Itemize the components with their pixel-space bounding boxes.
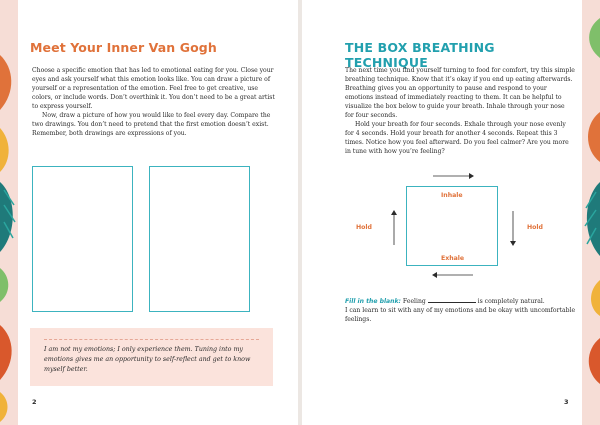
- instructions-paragraph-1: Choose a specific emotion that has led to emotional eating for you. Close your eyes and ask yourself what this emotion looks like. You can draw a picture of yourself or a representation of the emotion. Feel free to get creative, use colors, or include words. Don’t overthink it. You don’t need to be a great artist to express yourself.: [32, 67, 275, 110]
- page-number-left: 2: [32, 398, 37, 406]
- arrow-down-icon: [509, 210, 517, 246]
- drawing-box-current-emotion[interactable]: [32, 166, 133, 312]
- arrow-left-icon: [432, 271, 474, 279]
- fill-in-the-blank-exercise: [345, 296, 577, 324]
- label-exhale: Exhale: [441, 255, 465, 262]
- right-page-title: THE BOX BREATHING TECHNIQUE: [345, 40, 495, 70]
- fill-in-the-blank-line-2: I can learn to sit with any of my emotions and be okay with uncomfortable feelings.: [345, 307, 576, 323]
- drawing-box-desired-feeling[interactable]: [149, 166, 250, 312]
- label-hold-right: Hold: [527, 224, 543, 231]
- left-page-title: Meet Your Inner Van Gogh: [30, 40, 217, 55]
- arrow-right-icon: [432, 172, 474, 180]
- quote-divider: [44, 339, 259, 340]
- right-page-instructions: [345, 66, 575, 156]
- left-page-instructions: [32, 66, 278, 138]
- left-edge-leaf-pattern: [0, 0, 20, 425]
- right-page: [302, 0, 582, 425]
- technique-paragraph-2: Hold your breath for four seconds. Exhale through your nose evenly for 4 seconds. Hold your breath for another 4 seconds. Repeat this 3 times. Notice how you feel afterward. Do you feel calmer? Are you more in tune with how you’re feeling?: [345, 121, 569, 155]
- arrow-up-icon: [390, 210, 398, 246]
- right-edge-leaf-pattern: [580, 0, 600, 425]
- fill-in-the-blank-label: Fill in the blank:: [345, 298, 401, 305]
- fill-text-after: is completely natural.: [475, 298, 545, 305]
- affirmation-quote: I am not my emotions; I only experience them. Tuning into my emotions gives me an opportunity to self-reflect and get to know myself better.: [44, 346, 251, 373]
- blank-answer-line[interactable]: [428, 296, 476, 303]
- technique-paragraph-1: The next time you find yourself turning to food for comfort, try this simple breathing technique. Know that it’s okay if you end up eating afterwards. Breathing gives you an opportunity to pause and respond to your emotions instead of immediately reacting to them. It can be helpful to visualize the box below to guide your breath. Inhale through your nose for four seconds.: [345, 67, 575, 119]
- fill-in-the-blank-line: [345, 296, 577, 306]
- label-hold-left: Hold: [356, 224, 372, 231]
- instructions-paragraph-2: Now, draw a picture of how you would like to feel every day. Compare the two drawings. You don’t need to pretend that the first emotion doesn’t exist. Remember, both drawings are expressions of you.: [32, 112, 271, 137]
- affirmation-quote-box: [30, 328, 273, 386]
- page-number-right: 3: [564, 398, 569, 406]
- left-page: [18, 0, 298, 425]
- label-inhale: Inhale: [441, 192, 463, 199]
- fill-text-before: Feeling: [401, 298, 428, 305]
